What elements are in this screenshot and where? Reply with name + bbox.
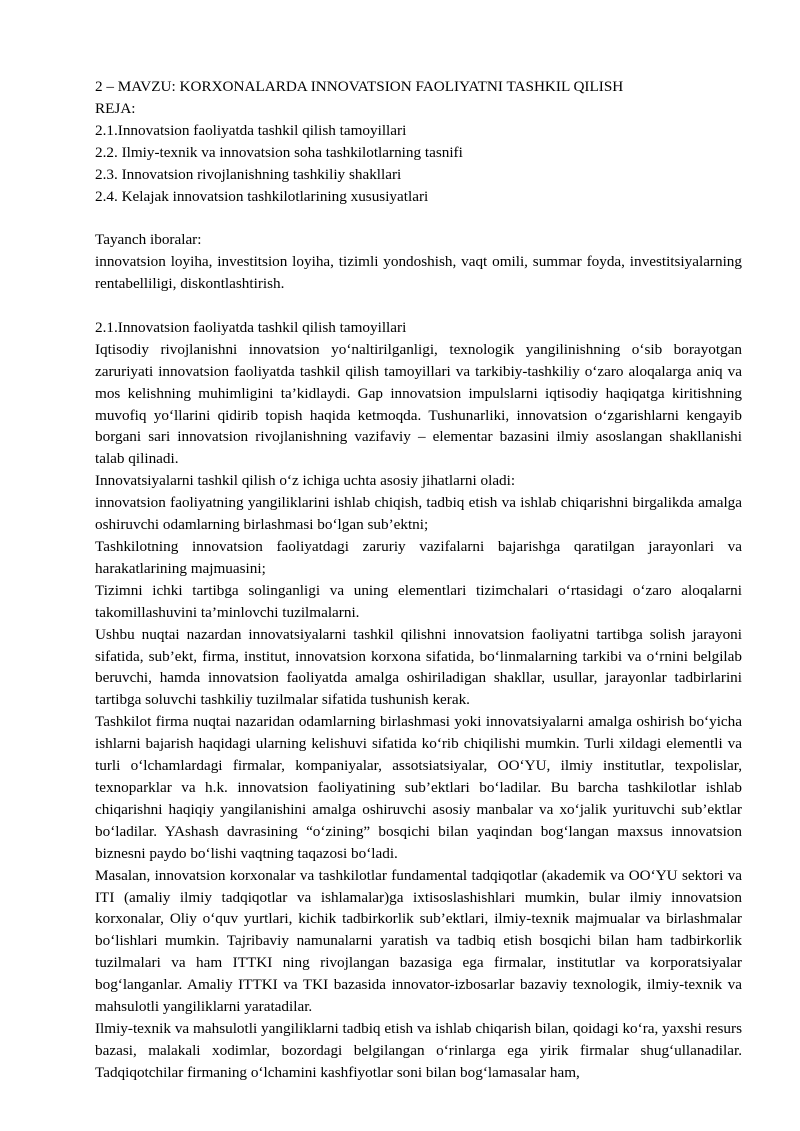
plan-item: 2.3. Innovatsion rivojlanishning tashkiliy shakllari [95,165,402,183]
paragraph: Tashkilot firma nuqtai nazaridan odamlarning birlashmasi yoki innovatsiyalarni amalga oshirish bo‘yicha ishlarni bajarish haqidagi ularning kelishuvi sifatida ko‘rib chiqilishi mumkin. Turli xildagi elementli va turli o‘lchamlardagi firmalar, kompaniyalar, assotsiatsiyalar, OO‘YU, ilmiy institutlar, texpolislar, texnoparklar va h.k. innovatsion faoliyatining sub’ektlari bo‘ladilar. Bu barcha tashkilotlar ishlab chiqarishni haqiqiy yangilanishini amalga oshiruvchi asosiy manbalar va xo‘jalik yurituvchi sub’ektlar bo‘ladilar. YAshash davrasining “o‘zining” bosqichi bilan yaqindan bog‘langan maxsus innovatsion biznesni paydo bo‘lishi vaqtning taqazosi bo‘ladi. [95,713,742,862]
paragraph: Iqtisodiy rivojlanishni innovatsion yo‘naltirilganligi, texnologik yangilinishning o‘sib borayotgan zaruriyati innovatsion faoliyatda tashkil qilish tamoyillari va tarkibiy-tashkiliy o‘zaro aloqalarga aniq va mos kelishning muhimligini ta’kidlaydi. Gap innovatsion impulslarni iqtisodiy haqiqatga kiritishning muvofiq yo‘llarini qidirib topish haqida ketmoqda. Tushunarliki, innovatsion o‘zgarishlarni kengayib borgani sari innovatsion rivojlanishning vazifaviy – elementar bazasini ilmiy asoslangan shakllanishi talab qilinadi. [95,340,742,468]
paragraph: Ushbu nuqtai nazardan innovatsiyalarni tashkil qilishni innovatsion faoliyatni tartibga solish jarayoni sifatida, sub’ekt, firma, institut, innovatsion korxona sifatida, bo‘linmalarning tarkibi va o‘rnini belgilab beruvchi, hamda innovatsion faoliyatda amalga oshiriladigan shakllar, usullar, jarayonlar tadbirlarini tartibga soluvchi tashkiliy tuzilmalar sifatida tushunish kerak. [95,625,742,709]
document-page [95,76,742,1084]
plan-item: 2.4. Kelajak innovatsion tashkilotlarining xususiyatlari [95,187,429,205]
document-title: 2 – MAVZU: KORXONALARDA INNOVATSION FAOLIYATNI TASHKIL QILISH [95,78,624,95]
plan-heading: REJA: [95,99,136,117]
plan-item: 2.2. Ilmiy-texnik va innovatsion soha tashkilotlarning tasnifi [95,143,463,161]
keywords-text: innovatsion loyiha, investitsion loyiha, tizimli yondoshish, vaqt omili, summar foyda, investitsiyalarning rentabelliligi, diskontlashtirish. [95,253,742,293]
keywords-heading: Tayanch iboralar: [95,231,202,249]
spacer [95,207,742,229]
paragraph: Ilmiy-texnik va mahsulotli yangiliklarni tadbiq etish va ishlab chiqarish bilan, qoidagi ko‘ra, yaxshi resurs bazasi, malakali xodimlar, bozordagi belgilangan o‘rinlarga ega yirik firmalar shug‘ullanadilar. Tadqiqotchilar firmaning o‘lchamini kashfiyotlar soni bilan bog‘lamasalar ham, [95,1019,742,1081]
paragraph: Masalan, innovatsion korxonalar va tashkilotlar fundamental tadqiqotlar (akademik va OO‘YU sektori va ITI (amaliy ilmiy tadqiqotlar va ishlamalar)ga ixtisoslashishlari mumkin, bular ilmiy innovatsion korxonalar, Oliy o‘quv yurtlari, kichik tadbirkorlik sub’ektlari, ilmiy-texnik majmualar va birlashmalar bo‘lishlari mumkin. Tajribaviy namunalarni yaratish va tadbiq etish bosqichi bilan ham tadbirkorlik tuzilmalari va ham ITTKI ning rivojlangan bazasiga ega firmalar, institutlar va korporatsiyalar bog‘langanlar. Amaliy ITTKI va TKI bazasida innovator-izbosarlar bazaviy texnologik, ilmiy-texnik va mahsulotli yangiliklarni yaratadilar. [95,866,742,1016]
paragraph: Innovatsiyalarni tashkil qilish o‘z ichiga uchta asosiy jihatlarni oladi: [95,472,516,490]
paragraph: Tashkilotning innovatsion faoliyatdagi zaruriy vazifalarni bajarishga qaratilgan jarayonlari va harakatlarining majmuasini; [95,538,742,577]
section-heading: 2.1.Innovatsion faoliyatda tashkil qilish tamoyillari [95,318,407,336]
spacer [95,295,742,317]
paragraph: Tizimni ichki tartibga solinganligi va uning elementlari tizimchalari o‘rtasidagi o‘zaro aloqalarni takomillashuvini ta’minlovchi tuzilmalarni. [95,581,742,621]
plan-item: 2.1.Innovatsion faoliyatda tashkil qilish tamoyillari [95,121,407,139]
paragraph: innovatsion faoliyatning yangiliklarini ishlab chiqish, tadbiq etish va ishlab chiqarishni birgalikda amalga oshiruvchi odamlarning birlashmasi bo‘lgan sub’ektni; [95,494,742,534]
